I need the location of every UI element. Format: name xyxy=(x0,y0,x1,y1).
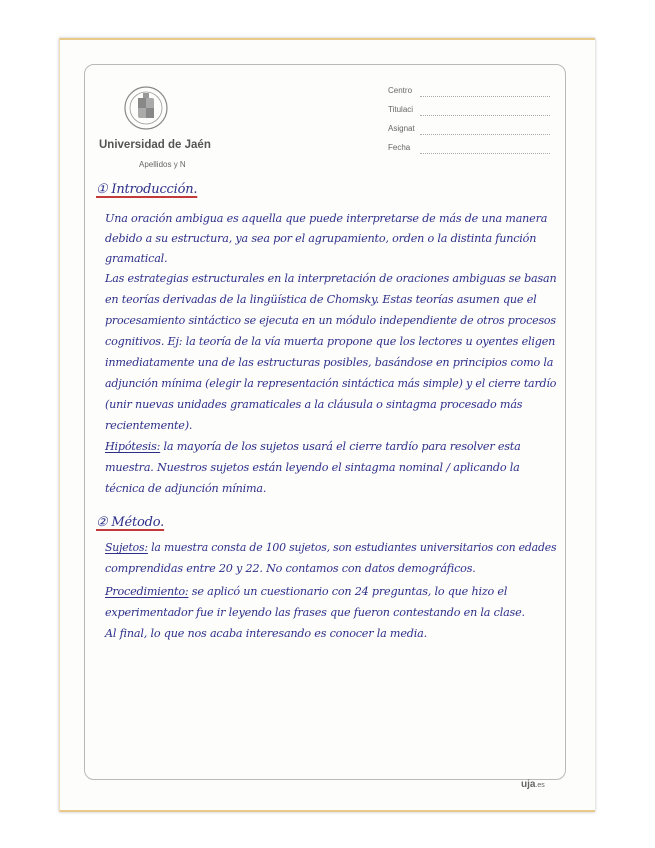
field-centro: Centro xyxy=(388,86,413,95)
intro-line: debido a su estructura, ya sea por el agrupamiento, orden o la distinta función xyxy=(105,232,537,245)
field-line xyxy=(420,153,550,154)
field-line xyxy=(420,115,550,116)
intro-line: Las estrategias estructurales en la interpretación de oraciones ambiguas se basan xyxy=(105,272,557,285)
intro-line: gramatical. xyxy=(105,252,168,265)
procedimiento-label: Procedimiento: xyxy=(105,585,189,598)
procedimiento-line: experimentador fue ir leyendo las frases que fueron contestando en la clase. xyxy=(105,606,525,619)
intro-line: adjunción mínima (elegir la representación sintáctica más simple) y el cierre tardío xyxy=(105,377,557,390)
intro-line: inmediatamente una de las estructuras posibles, basándose en principios como la xyxy=(105,356,554,369)
intro-line: (unir nuevas unidades gramaticales a la cláusula o sintagma procesado más xyxy=(105,398,523,411)
hypothesis-label: Hipótesis: xyxy=(105,440,161,453)
procedimiento-line: Al final, lo que nos acaba interesando es conocer la media. xyxy=(105,627,427,640)
apellidos-label: Apellidos y N xyxy=(139,160,186,169)
field-titulacion: Titulaci xyxy=(388,105,414,114)
university-name: Universidad de Jaén xyxy=(99,139,211,151)
intro-line: cognitivos. Ej: la teoría de la vía muerta propone que los lectores u oyentes eligen xyxy=(105,335,556,348)
intro-line: recientemente). xyxy=(105,419,193,432)
sujetos-line: comprendidas entre 20 y 22. No contamos con datos demográficos. xyxy=(105,562,476,575)
uja-footer-logo: uja.es xyxy=(521,779,545,790)
hypothesis-line: muestra. Nuestros sujetos están leyendo el sintagma nominal / aplicando la xyxy=(105,461,520,474)
intro-line: procesamiento sintáctico se ejecuta en un módulo independiente de otros procesos xyxy=(105,314,556,327)
field-line xyxy=(420,134,550,135)
procedimiento-line: Procedimiento: se aplicó un cuestionario con 24 preguntas, lo que hizo el xyxy=(105,585,508,598)
field-fecha: Fecha xyxy=(388,143,411,152)
hypothesis-line: técnica de adjunción mínima. xyxy=(105,482,267,495)
method-heading: ② Método. xyxy=(96,515,165,530)
intro-line: en teorías derivadas de la lingüística de Chomsky. Estas teorías asumen que el xyxy=(105,293,537,306)
intro-line: Una oración ambigua es aquella que puede interpretarse de más de una manera xyxy=(105,212,548,225)
field-line xyxy=(420,96,550,97)
field-asignatura: Asignat xyxy=(388,124,415,133)
hypothesis-line: Hipótesis: la mayoría de los sujetos usará el cierre tardío para resolver esta xyxy=(105,440,521,453)
university-seal-icon xyxy=(124,86,168,130)
sujetos-label: Sujetos: xyxy=(105,541,148,554)
sujetos-line: Sujetos: la muestra consta de 100 sujetos, son estudiantes universitarios con edades xyxy=(105,541,557,554)
intro-heading: ① Introducción. xyxy=(96,182,198,197)
